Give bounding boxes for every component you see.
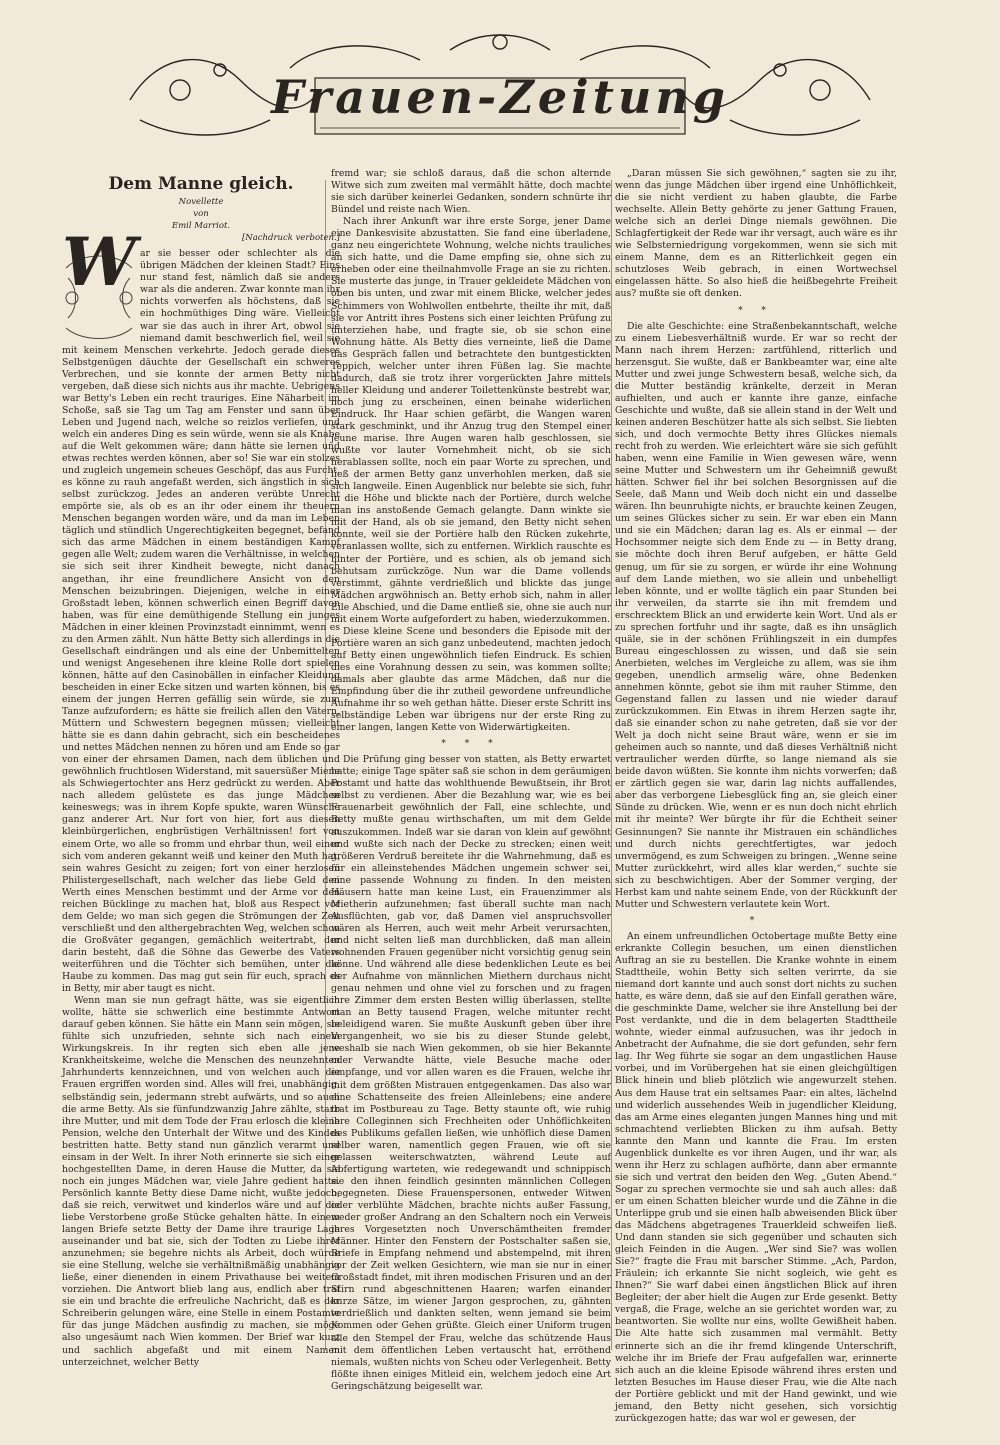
article-genre: Novellette <box>178 197 224 208</box>
dropcap <box>62 223 137 344</box>
paragraph: An einem unfreundlichen Octobertage mußte Betty eine erkrankte Collegin besuchen, um einen dienstlichen Auftrag an sie zu bestellen. Die Kranke wohnte in einem Stadttheile, wohin Betty sich selten verirrte, da sie niemand dort kannte und auch sonst dort nichts zu suchen hatte, es wäre denn, daß sie auf den Einfall gerathen wäre, die geschminkte Dame, welcher sie ihre Anstellung bei der Post verdankte, und die in dem belagerten Stadttheile wohnte, wieder einmal aufzusuchen, was ihr jedoch in Anbetracht der Aufnahme, die sie dort gefunden, sehr fern lag. Ihr Weg führte sie sogar an dem ungastlichen Hause vorbei, und im Vorübergehen hat sie einen gleichgültigen Blick hinein und blieb plötzlich wie angewurzelt stehen. Aus dem Hause trat ein seltsames Paar: ein altes, lächelnd und widerlich aussehendes Weib in jugendlicher Kleidung, das am Arme eines eleganten jungen Mannes hing und mit schmachtend verliebten Blicken zu ihm aufsah. Betty kannte den Mann und kannte die Frau. Im ersten Augenblick dunkelte es vor ihren Augen, und ihr war, als wenn ihr Herz zu schlagen aufhörte, dann aber ermannte sie sich und vertrat den beiden den Weg. „Guten Abend.“ Sogar zu sprechen vermochte sie und sah auch alles: daß er um einen Schatten bleicher wurde und die Zähne in die Unterlippe grub und sie einen halb abweisenden Blick über das Mädchens abgetragenes Trauerkleid schweifen ließ. Und dann standen sie sich gegenüber und schauten sich gleich Feinden in die Augen. „Wer sind Sie? was wollen Sie?“ fragte die Frau mit barscher Stimme. „Ach, Pardon, Fräulein; ich erkannte Sie nicht sogleich, wie geht es Ihnen?“ Sie warf dabei einen ängstlichen Blick auf ihren Begleiter; der aber hielt die Augen zur Erde gesenkt. Betty vergaß, die Frage, welche an sie gerichtet worden war, zu beantworten. Sie wollte nur eins, wollte Gewißheit haben. Die Alte hatte sich zusammen mal vermählt. Betty erinnerte sich an die ihr fremd klingende Unterschrift, welche ihr im Briefe der Frau aufgefallen war, erinnerte sich auch an die kleine Episode während ihres ersten und letzten Besuches im Hause dieser Frau, wie die Alte nach der Portière geblickt und mit der Hand gewinkt, und wie jemand, den Betty nicht gesehen, sich vorsichtig zurückgezogen hatte; das war wol er gewesen, der <box>615 930 897 1424</box>
article-author: Emil Marriot. <box>171 221 231 232</box>
paragraph: ar sie besser oder schlechter als die übrigen Mädchen der kleinen Stadt? Eins nur stand fest, nämlich daß sie anders war als die anderen. Zwar konnte man ihr nichts vorwerfen als höchstens, daß sie ein hochmüthiges Ding wäre. Vielleicht war sie das auch in ihrer Art, obwol sie niemand damit beschwerlich fiel, weil sie mit keinem Menschen verkehrte. Jedoch gerade dieses Selbstgenügen däuchte der Gesellschaft ein schweres Verbrechen, und sie konnte der armen Betty nicht vergeben, daß diese sich nichts aus ihr machte. Uebrigens war Betty's Leben ein recht trauriges. Eine Näharbeit im Schoße, saß sie Tag um Tag am Fenster und sann über Leben und Jugend nach, welche so reizlos verliefen, und welch ein anderes Ding es sein würde, wenn sie als Knabe auf die Welt gekommen wäre; dann hätte sie lernen und etwas rechtes werden können, aber so! Sie war ein stolzes und zugleich ungemein scheues Geschöpf, das aus Furcht, es könne zu rauh angefaßt werden, sich ängstlich in sich selbst zurückzog. Jedes an anderen verübte Unrecht empörte sie, als ob es an ihr oder einem ihr theuern Menschen begangen worden wäre, und da man im Leben täglich und stündlich Ungerechtigkeiten begegnet, befand sich das arme Mädchen in einem beständigen Kampf gegen alle Welt; zudem waren die Verhältnisse, in welchen sie sich seit ihrer Kindheit bewegte, nicht danach angethan, ihr eine freundlichere Ansicht von den Menschen beizubringen. Diejenigen, welche in einer Großstadt leben, können schwerlich einen Begriff davon haben, was für eine demüthigende Stellung ein junges Mädchen in einer kleinen Provinzstadt einnimmt, wenn es zu den Armen zählt. Nun hätte Betty sich allerdings in die Gesellschaft eindrängen und als eine der Unbemittelten und wenigst Angesehenen ihre kleine Rolle dort spielen können, hätte auf den Casinobällen in einfacher Kleidung bescheiden in einer Ecke sitzen und warten können, bis es einem der jungen Herren gefällig sein würde, sie zum Tanze aufzufordern; es hätte sie freilich allen den Vätern, Müttern und Schwestern begegnen müssen; vielleicht hätte sie es dann dahin gebracht, sich ein bescheidenes und nettes Mädchen nennen zu hören und am Ende so gar von einer der ehrsamen Damen, nach dem üblichen und gewöhnlich fruchtlosen Widerstand, mit sauersüßer Miene als Schwiegertochter ans Herz gedrückt zu werden. Aber nach alledem gelüstete es das junge Mädchen keineswegs; was in ihrem Kopfe spukte, waren Wünsche ganz anderer Art. Nur fort von hier, fort aus diesen kleinbürgerlichen, engbrüstigen Verhältnissen! fort von einem Orte, wo alle so fromm und ehrbar thun, weil einer sich vom anderen gekannt weiß und keiner den Muth hat, sein wahres Gesicht zu zeigen; fort von einer herzlosen Philistergesellschaft, nach welcher das liebe Geld den Werth eines Menschen bestimmt und der Arme vor den reichen Bücklinge zu machen hat, bloß aus Respect vor dem Gelde; wo man sich gegen die Strömungen der Zeit verschließt und den althergebrachten Weg, welchen schon die Großväter gegangen, gemächlich weitertrabt, der darin besteht, daß die Söhne das Gewerbe des Vaters weiterführen und die Töchter sich bemühen, unter die Haube zu kommen. Das mag gut sein für euch, sprach es in Betty, mir aber taugt es nicht. <box>62 248 340 995</box>
column-1 <box>62 174 340 1369</box>
paragraph: „Daran müssen Sie sich gewöhnen,“ sagten sie zu ihr, wenn das junge Mädchen über irgend eine Unhöflichkeit, die sie nicht verdient zu haben glaubte, die Farbe wechselte. Allein Betty gehörte zu jener Gattung Frauen, welche sich an derlei Dinge niemals gewöhnen. Die Schlagfertigkeit der Rede war ihr versagt, auch wäre es ihr wie Selbsterniedrigung vorgekommen, wenn sie sich mit einem Manne, dem es an Ritterlichkeit gegen ein schutzloses Weib gebrach, in einen Wortwechsel eingelassen hätte. So also hieß die heißbegehrte Freiheit aus? mußte sie oft denken. <box>615 168 897 300</box>
paragraph: Wenn man sie nun gefragt hätte, was sie eigentlich wollte, hätte sie schwerlich eine bestimmte Antwort darauf geben können. Sie hätte ein Mann sein mögen, sie fühlte sich unzufrieden, sehnte sich nach einem Wirkungskreis. In ihr regten sich eben alle jene Krankheitskeime, welche die Menschen des neunzehnten Jahrhunderts kennzeichnen, und von welchen auch die Frauen ergriffen worden sind. Alles will frei, unabhängig, selbständig sein, jedermann strebt aufwärts, und so auch die arme Betty. Als sie fünfundzwanzig Jahre zählte, starb ihre Mutter, und mit dem Tode der Frau erlosch die kleine Pension, welche den Unterhalt der Witwe und des Kindes bestritten hatte. Betty stand nun gänzlich verarmt und einsam in der Welt. In ihrer Noth erinnerte sie sich einer hochgestellten Dame, in deren Hause die Mutter, da sie noch ein junges Mädchen war, viele Jahre gedient hatte. Persönlich kannte Betty diese Dame nicht, wußte jedoch, daß sie reich, verwitwet und kinderlos wäre und auf die liebe Verstorbene große Stücke gehalten hätte. In einem langen Briefe setzte Betty der Dame ihre traurige Lage auseinander und bat sie, sich der Todten zu Liebe ihrer anzunehmen; sie begehre nichts als Arbeit, doch würde sie eine Stellung, welche sie verhältnißmäßig unabhängig ließe, einer dienenden in einem Privathause bei weitem vorziehen. Die Antwort blieb lang aus, endlich aber traf sie ein und brachte die erfreuliche Nachricht, daß es der Schreiberin gelungen wäre, eine Stelle in einem Postamte für das junge Mädchen ausfindig zu machen, sie möge also ungesäumt nach Wien kommen. Der Brief war kurz und sachlich abgefaßt und mit einem Namen unterzeichnet, welcher Betty <box>62 995 340 1368</box>
masthead-title: Frauen-Zeitung <box>271 70 729 124</box>
paragraph: Diese kleine Scene und besonders die Episode mit der Portière waren an sich ganz unbedeutend, machten jedoch auf Betty einen ungewöhnlich tiefen Eindruck. Es schien dies eine Vorahnung dessen zu sein, was kommen sollte; damals aber glaubte das arme Mädchen, daß nur die Empfindung über die ihr zutheil gewordene unfreundliche Aufnahme ihr so weh gethan hätte. Dieser erste Schritt ins selbständige Leben war übrigens nur der erste Ring zu einer langen, langen Kette von Widerwärtigkeiten. <box>331 625 611 734</box>
column-rule <box>611 180 612 1350</box>
paragraph: fremd war; sie schloß daraus, daß die schon alternde Witwe sich zum zweiten mal vermählt hätte, doch machte sie sich darüber keinerlei Gedanken, sondern schnürte ihr Bündel und reiste nach Wien. <box>331 168 611 216</box>
section-break: * * <box>738 305 774 316</box>
paragraph: Nach ihrer Ankunft war ihre erste Sorge, jener Dame eine Dankesvisite abzustatten. Sie fand eine überladene, ganz neu eingerichtete Wohnung, welche nichts trauliches an sich hatte, und die Dame empfing sie, ohne sich zu erheben oder eine theilnahmvolle Frage an sie zu richten. Sie musterte das junge, in Trauer gekleidete Mädchen von oben bis unten, und zwar mit einem Blicke, welcher jedes Schimmers von Wohlwollen entbehrte, theilte ihr mit, daß sie vor Antritt ihres Postens sich einer leichten Prüfung zu unterziehen habe, und fragte sie, ob sie schon eine Wohnung hätte. Als Betty dies verneinte, ließ die Dame das Gespräch fallen und betrachtete den buntgestickten Teppich, welcher unter ihren Füßen lag. Sie machte dadurch, daß sie trotz ihrer vorgerückten Jahre mittels heller Kleidung und anderer Toilettenkünste bestrebt war, noch jung zu erscheinen, einen beinahe widerlichen Eindruck. Ihr Haar schien gefärbt, die Wangen waren stark geschminkt, und ihr Anzug trug den Stempel einer jeune marise. Ihre Augen waren halb geschlossen, sie wußte vor lauter Vornehmheit nicht, ob sie sich herablassen sollte, noch ein paar Worte zu sprechen, und ließ der armen Betty ganz unverhohlen merken, daß sie sich langweile. Einen Augenblick nur belebte sie sich, fuhr in die Höhe und blickte nach der Portière, durch welche man ins anstoßende Gemach gelangte. Dann winkte sie mit der Hand, als ob sie jemand, den Betty nicht sehen konnte, weil sie der Portière halb den Rücken zukehrte, veranlassen wollte, sich zu entfernen. Wirklich rauschte es hinter der Portière, und es schien, als ob jemand sich behutsam zurückzöge. Nun war die Dame vollends verstimmt, gähnte verdrießlich und blickte das junge Mädchen argwöhnisch an. Betty erhob sich, nahm in aller Eile Abschied, und die Dame entließ sie, ohne sie auch nur mit einem Worte aufgefordert zu haben, wiederzukommen. <box>331 216 611 625</box>
article-by: von <box>193 209 209 220</box>
column-2 <box>331 168 611 1393</box>
dropcap-letter: W <box>62 223 137 302</box>
section-break: * <box>749 915 763 926</box>
article-title: Dem Manne gleich. <box>108 174 294 194</box>
paragraph: Die Prüfung ging besser von statten, als Betty erwartet hatte; einige Tage später saß sie schon in dem geräumigen Postamt und hatte das wohlthuende Bewußtsein, ihr Brot selbst zu verdienen. Aber die Bezahlung war, wie es bei Frauenarbeit gewöhnlich der Fall, eine schlechte, und Betty mußte genau wirthschaften, um mit dem Gelde auszukommen. Indeß war sie daran von klein auf gewöhnt und wußte sich nach der Decke zu strecken; einen weit größeren Verdruß bereitete ihr die Wahrnehmung, daß es für ein alleinstehendes Mädchen ungemein schwer sei, eine passende Wohnung zu finden. In den meisten Häusern hatte man keine Lust, ein Frauenzimmer als Mietherin aufzunehmen; fast überall suchte man nach Ausflüchten, gab vor, daß Damen viel anspruchsvoller wären als Herren, auch weit mehr Arbeit verursachten, und nicht selten ließ man durchblicken, daß man allein wohnenden Frauen gegenüber nicht vorsichtig genug sein könne. Und während alle diese bedenklichen Leute es bei der Aufnahme von männlichen Miethern durchaus nicht genau nehmen und ohne viel zu forschen und zu fragen ihre Zimmer dem ersten Besten willig überlassen, stellte man an Betty tausend Fragen, welche mitunter recht beleidigend waren. Sie mußte Auskunft geben über ihre Vergangenheit, wo sie bis zu dieser Stunde gelebt, weshalb sie nach Wien gekommen, ob sie hier Bekannte oder Verwandte hätte, viele Besuche mache oder empfange, und vor allen waren es die Frauen, welche ihr mit dem größten Mistrauen entgegenkamen. Das also war eine Schattenseite des freien Alleinlebens; eine andere trat im Postbureau zu Tage. Betty staunte oft, wie ruhig ihre Colleginnen sich Frechheiten oder Unhöflichkeiten des Publikums gefallen ließen, wie unhöflich diese Damen selber waren, namentlich gegen Frauen, wie oft sie gelassen weiterschwatzten, während Leute auf Abfertigung warteten, wie redegewandt und schnippisch sie den ihnen feindlich gesinnten männlichen Collegen begegneten. Diese Frauenspersonen, entweder Witwen oder verblühte Mädchen, brachte nichts außer Fassung, weder großer Andrang an den Schaltern noch ein Verweis ihres Vorgesetzten noch Unverschämtheiten fremder Männer. Hinter den Fenstern der Postschalter saßen sie, Briefe in Empfang nehmend und abstempelnd, mit ihren vor der Zeit welken Gesichtern, wie man sie nur in einer Großstadt findet, mit ihren modischen Frisuren und an der Stirn rund abgeschnittenen Haaren; warfen einander kurze Sätze, im wiener Jargon gesprochen, zu, gähnten verdrießlich und dankten selten, wenn jemand sie beim Kommen oder Gehen grüßte. Gleich einer Uniform trugen alle den Stempel der Frau, welche das schützende Haus mit dem öffentlichen Leben vertauscht hat, erröthend niemals, wußten nichts von Scheu oder Verlegenheit. Betty flößte ihnen einiges Mitleid ein, welchem jedoch eine Art Geringschätzung beigesellt war. <box>331 754 611 1392</box>
section-break: * * * <box>441 739 501 750</box>
column-3 <box>615 168 897 1425</box>
reprint-notice: [Nachdruck verboten.] <box>241 233 340 244</box>
masthead <box>120 30 880 170</box>
paragraph: Die alte Geschichte: eine Straßenbekanntschaft, welche zu einem Liebesverhältniß wurde. Er war so recht der Mann nach ihrem Herzen: zartfühlend, ritterlich und herzensgut. Sie wußte, daß er Bankbeamter war, eine alte Mutter und zwei junge Schwestern besaß, welche sich, da die Mutter beständig kränkelte, derzeit in Meran aufhielten, und auch er kannte ihre ganze, einfache Geschichte und wußte, daß sie allein stand in der Welt und keinen anderen Beschützer hatte als sich selbst. Sie liebten sich, und doch vermochte Betty ihres Glückes niemals recht froh zu werden. Wie erleichtert wäre sie sich gefühlt haben, wenn eine Familie in Wien gewesen wäre, wenn seine Mutter und Schwestern um ihr Geheimniß gewußt hätten. Schwer fiel ihr bei solchen Besorgnissen auf die Seele, daß Mann und Weib doch nicht ein und dasselbe wären. Ihn beunruhigte nichts, er brauchte keinen Zeugen, um seines Glückes sicher zu sein. Er war eben ein Mann und sie ein Mädchen; daran lag es. Als er einmal — der Hochsommer neigte sich dem Ende zu — in Betty drang, sie möchte doch ihren Beruf aufgeben, er hätte Geld genug, um für sie zu sorgen, er würde ihr eine Wohnung auf dem Lande miethen, wo sie allein und unbehelligt leben könnte, und er wollte täglich ein paar Stunden bei ihr verweilen, da starrte sie ihn mit fremdem und erschrecktem Blick an und erwiderte kein Wort. Und als er zu sprechen fortfuhr und ihr sagte, daß es ihn unsäglich quäle, sie in der schönen Frühlingszeit in ein dumpfes Bureau eingeschlossen zu wissen, und daß sie sein Anerbieten, welches im Vergleiche zu allem, was sie ihm gegeben, unendlich armselig wäre, ohne Bedenken annehmen könnte, gebot sie ihm mit rauher Stimme, den Gegenstand fallen zu lassen und nie wieder darauf zurückzukommen. Ein Etwas in ihrem Herzen sagte ihr, daß sie einander schon zu nahe getreten, daß sie vor der Welt ja doch nicht seine Braut wäre, wenn er sie im geheimen auch so nannte, und daß dieses Verhältniß nicht vertraulicher werden dürfte, so lange niemand als sie beide davon wüßten. Sie konnte ihm nichts vorwerfen; daß er zärtlich gegen sie war, darin lag nichts auffallendes, aber das verborgene Liebesglück fing an, sie gleich einer Sünde zu drücken. Wie, wenn er es nun doch nicht ehrlich mit ihr meinte? Wer bürgte ihr für die Echtheit seiner Gesinnungen? Sie nannte ihr Mistrauen ein schändliches und durch nichts gerechtfertigtes, war jedoch unvermögend, es zum Schweigen zu bringen. „Wenne seine Mutter zurückkehrt, wird alles klar werden,“ suchte sie sich zu beschwichtigen. Aber der Sommer verging, der Herbst kam und nahte seinem Ende, von der Rückkunft der Mutter und Schwestern verlautete kein Wort. <box>615 320 897 910</box>
